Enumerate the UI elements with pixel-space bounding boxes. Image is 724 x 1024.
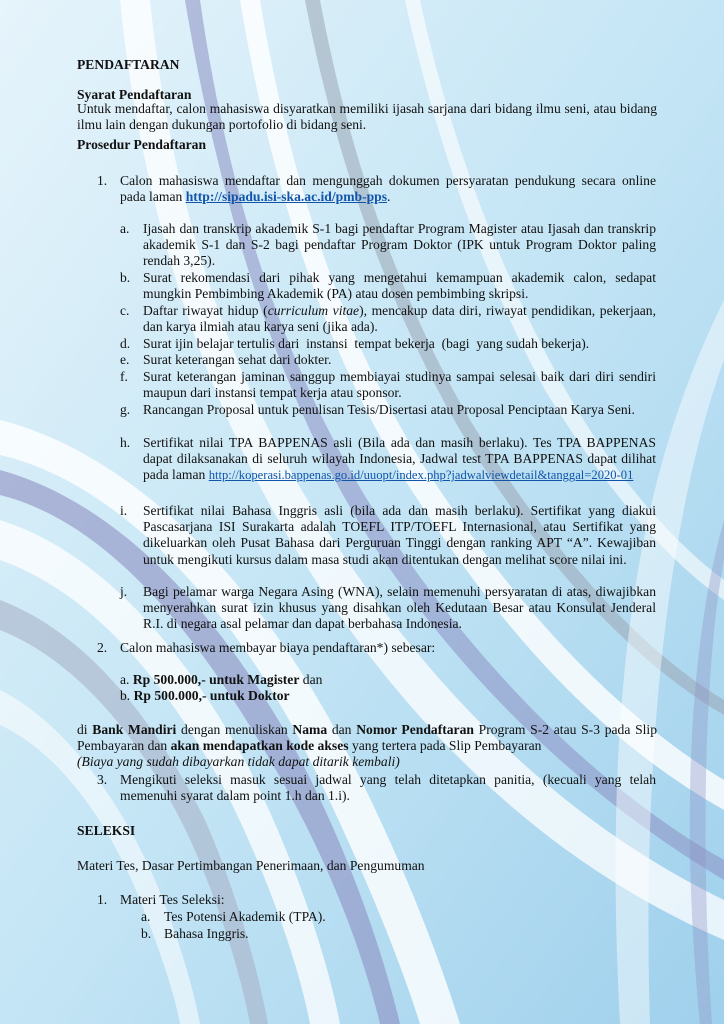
doc-d-letter: d. — [120, 336, 131, 351]
payment-kode: akan mendapatkan kode akses — [170, 738, 349, 754]
seleksi-heading: SELEKSI — [77, 823, 136, 838]
seleksi-sub-a-letter: a. — [141, 909, 151, 924]
doc-a-text: Ijasah dan transkrip akademik S-1 bagi pendaftar Program Magister atau Ijasah dan transkrip akademik S-1 dan S-2 bagi pendaftar Program Doktor (IPK untuk Program Doktor paling rendah 3,25). — [143, 221, 656, 269]
payment-instructions — [77, 722, 657, 754]
doc-f-letter: f. — [120, 369, 128, 384]
syarat-heading: Syarat Pendaftaran — [77, 87, 192, 102]
payment-note — [77, 754, 400, 770]
doc-d-text: Surat ijin belajar tertulis dari instansi tempat bekerja (bagi yang sudah bekerja). — [143, 336, 590, 351]
doc-h-text — [143, 435, 656, 484]
doc-j-text: Bagi pelamar warga Negara Asing (WNA), selain memenuhi persyaratan di atas, diwajibkan menyerahkan surat izin khusus yang disahkan oleh Kedutaan Besar atau Konsulat Jenderal R.I. di negara asal pelamar dan dapat berbahasa Indonesia. — [143, 584, 656, 632]
fee-magister — [120, 672, 322, 688]
syarat-text: Untuk mendaftar, calon mahasiswa disyaratkan memiliki ijasah sarjana dari bidang ilmu seni, atau bidang ilmu lain dengan dukungan portofolio di bidang seni. — [77, 101, 657, 133]
payment-t1: di — [77, 722, 93, 737]
payment-nama: Nama — [292, 722, 328, 737]
payment-bank: Bank Mandiri — [92, 722, 177, 737]
doc-g-text: Rancangan Proposal untuk penulisan Tesis/Disertasi atau Proposal Penciptaan Karya Seni. — [143, 402, 635, 417]
pmb-registration-link[interactable]: http://sipadu.isi-ska.ac.id/pmb-pps — [185, 189, 388, 205]
doc-c-italic: curriculum vitae — [267, 303, 360, 318]
doc-c-text — [143, 303, 656, 335]
doc-e-text: Surat keterangan sehat dari dokter. — [143, 352, 332, 367]
doc-g-letter: g. — [120, 402, 131, 417]
payment-t2: dengan menuliskan — [176, 722, 293, 737]
fee-b-amount: Rp 500.000,- untuk Doktor — [133, 688, 290, 703]
prosedur-heading: Prosedur Pendaftaran — [77, 137, 207, 152]
seleksi-item-1-number: 1. — [97, 892, 108, 907]
fee-b-letter: b. — [120, 688, 131, 703]
doc-i-text: Sertifikat nilai Bahasa Inggris asli (bila ada dan masih berlaku). Sertifikat yang diakui Pascasarjana ISI Surakarta adalah TOEFL ITP/TOEFL Internasional, atau Sertifikat yang dikeluarkan oleh Pusat Bahasa dari Perguruan Tinggi dengan ranking APT “A”. Kewajiban untuk mengikuti kursus dalam masa studi akan ditentukan dengan melihat score nilai ini. — [143, 503, 656, 567]
doc-i-letter: i. — [120, 503, 128, 518]
fee-a-amount: Rp 500.000,- untuk Magister — [132, 672, 300, 687]
step-1-text-before: Calon mahasiswa mendaftar dan mengunggah dokumen persyaratan pendukung secara online pada laman — [120, 173, 656, 205]
doc-h-text-body: Sertifikat nilai TPA BAPPENAS asli (Bila ada dan masih berlaku). Tes TPA BAPPENAS dapat dilaksanakan di seluruh wilayah Indonesia, Jadwal test TPA BAPPENAS dapat dilihat pada laman — [143, 435, 656, 483]
doc-c-text-after: ), mencakup data diri, riwayat pendidikan, pekerjaan, dan karya ilmiah atau karya seni (jika ada). — [143, 303, 656, 335]
fee-a-letter: a. — [120, 672, 130, 687]
seleksi-item-1-text: Materi Tes Seleksi: — [120, 892, 225, 907]
step-2-text: Calon mahasiswa membayar biaya pendaftaran*) sebesar: — [120, 640, 436, 655]
seleksi-sub-a-text: Tes Potensi Akademik (TPA). — [164, 909, 326, 924]
payment-nomor: Nomor Pendaftaran — [356, 722, 474, 737]
step-3-number: 3. — [97, 772, 108, 787]
seleksi-intro: Materi Tes, Dasar Pertimbangan Penerimaan, dan Pengumuman — [77, 858, 425, 873]
page-title: PENDAFTARAN — [77, 57, 180, 72]
doc-h-letter: h. — [120, 435, 131, 450]
doc-b-letter: b. — [120, 270, 131, 285]
doc-c-text-before: Daftar riwayat hidup ( — [143, 303, 268, 318]
doc-f-text: Surat keterangan jaminan sanggup membiayai studinya sampai selesai baik dari diri sendiri maupun dari instansi tempat kerja atau sponsor. — [143, 369, 656, 401]
step-3-text: Mengikuti seleksi masuk sesuai jadwal yang telah ditetapkan panitia, (kecuali yang telah memenuhi syarat dalam point 1.h dan 1.i). — [120, 772, 656, 804]
doc-c-letter: c. — [120, 303, 130, 318]
step-1-text-after: . — [387, 189, 391, 205]
fee-a-after: dan — [299, 672, 323, 687]
bappenas-schedule-link[interactable]: http://koperasi.bappenas.go.id/uuopt/index.php?jadwalviewdetail&tanggal=2020-01 — [208, 468, 634, 483]
doc-j-letter: j. — [120, 584, 128, 599]
fee-doktor — [120, 688, 290, 704]
step-1-number: 1. — [97, 173, 108, 188]
payment-t3: dan — [327, 722, 357, 737]
payment-t5: yang tertera pada Slip Pembayaran — [348, 738, 542, 754]
doc-e-letter: e. — [120, 352, 130, 367]
step-1-text — [120, 173, 656, 205]
seleksi-sub-b-letter: b. — [141, 926, 152, 941]
step-2-number: 2. — [97, 640, 108, 655]
seleksi-sub-b-text: Bahasa Inggris. — [164, 926, 249, 941]
payment-note-text: (Biaya yang sudah dibayarkan tidak dapat ditarik kembali) — [77, 754, 400, 769]
payment-t4: Program S-2 atau S-3 pada Slip Pembayaran dan — [77, 722, 657, 754]
doc-b-text: Surat rekomendasi dari pihak yang mengetahui kemampuan akademik calon, sedapat mungkin Pembimbing Akademik (PA) atau dosen pembimbing skripsi. — [143, 270, 656, 302]
doc-a-letter: a. — [120, 221, 130, 236]
